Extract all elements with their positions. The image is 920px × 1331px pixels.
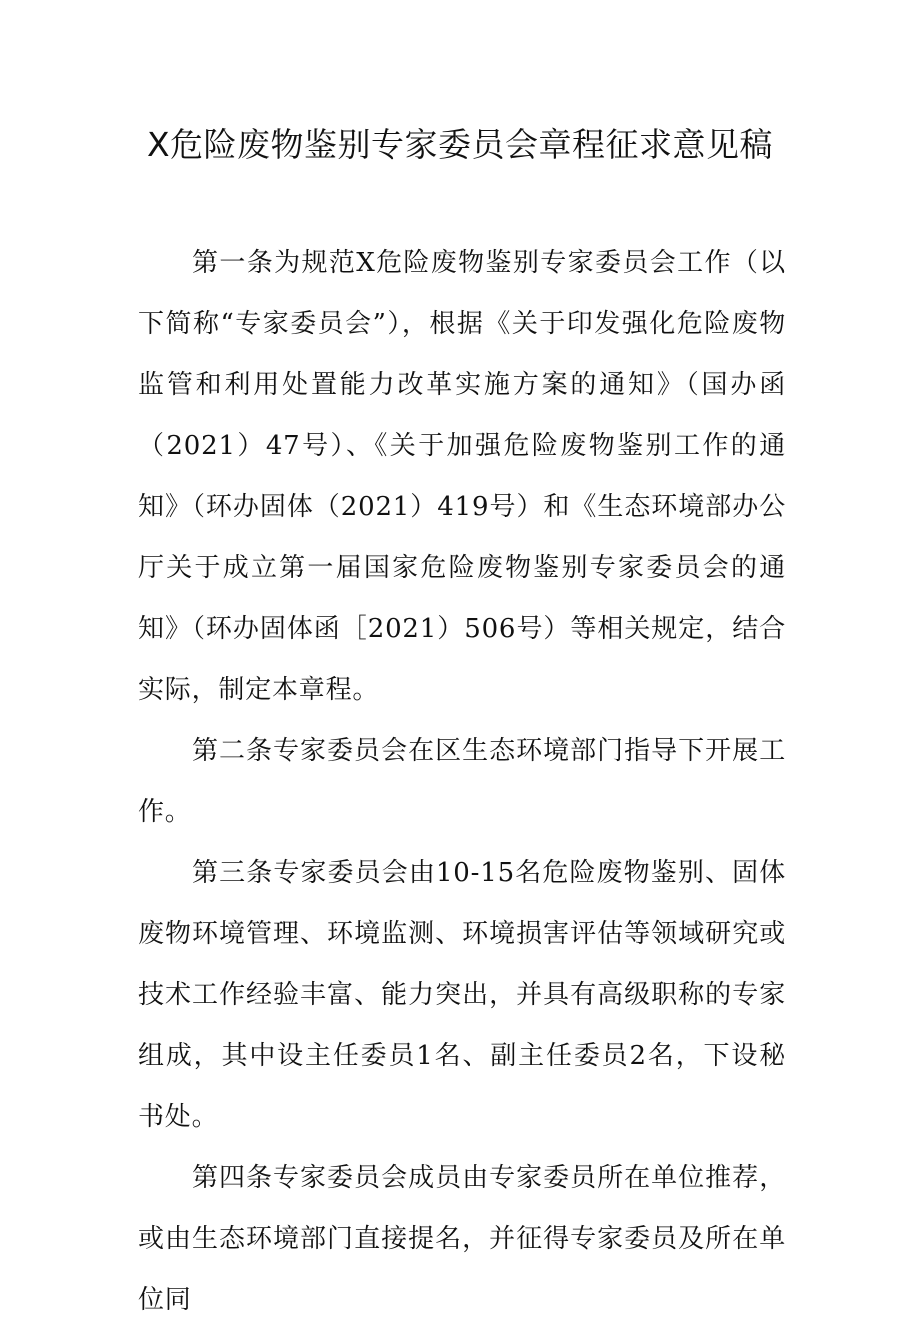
article-3: 第三条专家委员会由10-15名危险废物鉴别、固体废物环境管理、环境监测、环境损害评估等领域研究或技术工作经验丰富、能力突出，并具有高级职称的专家组成，其中设主任委员1名、副主任委员2名，下设秘书处。 — [138, 858, 786, 1132]
article-1: 第一条为规范X危险废物鉴别专家委员会工作（以下简称“专家委员会”），根据《关于印发强化危险废物监管和利用处置能力改革实施方案的通知》（国办函（2021）47号）、《关于加强危险废物鉴别工作的通知》（环办固体（2021）419号）和《生态环境部办公厅关于成立第一届国家危险废物鉴别专家委员会的通知》（环办固体函［2021）506号）等相关规定，结合实际，制定本章程。 — [138, 248, 786, 705]
document-title: X危险废物鉴别专家委员会章程征求意见稿 — [146, 125, 774, 164]
article-4: 第四条专家委员会成员由专家委员所在单位推荐，或由生态环境部门直接提名，并征得专家委员及所在单位同 — [138, 1163, 786, 1315]
document-body — [138, 233, 786, 1331]
article-2: 第二条专家委员会在区生态环境部门指导下开展工作。 — [138, 736, 786, 827]
